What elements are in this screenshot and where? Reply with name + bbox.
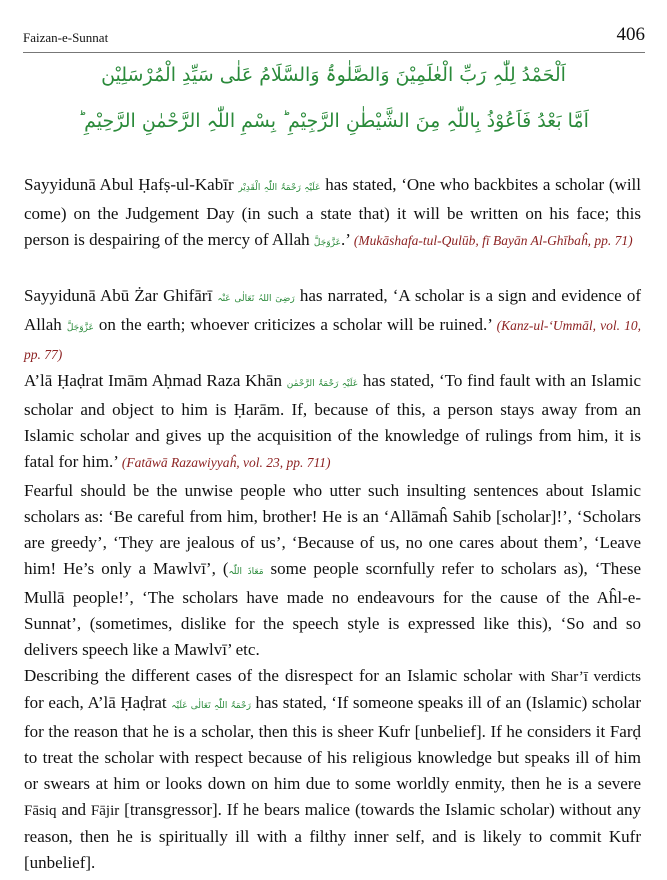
book-title: Faizan-e-Sunnat	[23, 30, 109, 45]
paragraph-text: Sayyidunā Abū Żar Ghifārī	[24, 286, 213, 305]
paragraph-scholar-sign	[24, 283, 641, 368]
arabic-praise-line: اَلْحَمْدُ لِلّٰہِ رَبِّ الْعٰلَمِیْنَ وَالصَّلٰوۃُ وَالسَّلَامُ عَلٰی سَیِّدِ الْمُرْسَلِیْن	[101, 64, 566, 86]
reference-citation: (Mukāshafa-tul-Qulūb, fī Bayān Al-Ghībaĥ, pp. 71)	[353, 233, 633, 248]
paragraph-text: .’	[340, 230, 351, 249]
paragraph-text: for each, A’lā Ḥaḍrat	[24, 693, 167, 712]
honorific-glyph: عَزَّوَجَلَّ	[66, 323, 94, 333]
paragraph-text: Fearful should be the unwise people who utter such insulting sentences about Islamic scholars as: ‘Be careful from him, brother! He is an ‘Allāmaĥ Sahib [scholar]!’, ‘Scholars are greedy’, ‘They are jealous of us’, ‘Because of us, no one cares about them’, ‘Leave him! He’s only a Mawlvī’, (	[24, 481, 641, 578]
paragraph-text: some people scornfully refer to scholars as), ‘These Mullā people!’, ‘The scholars have made no endeavours for the cause of the Aĥl-e-Sunnat’, (sometimes, dislike for the speech style is expressed like this), ‘So and so delivers speech like a Mawlvī’ etc.	[24, 559, 641, 659]
honorific-glyph: عَزَّوَجَلَّ	[313, 238, 341, 248]
paragraph-text: on the earth; whoever criticizes a scholar will be ruined.’	[98, 315, 492, 334]
paragraph-text: has stated, ‘To find fault with an Islamic scholar and object to him is Ḥarām. If, because of this, a person stays away from an Islamic scholar and gives up the acquisition of the knowledge of rulings from him, it is fatal for him.’	[24, 371, 642, 471]
paragraph-text: A’lā Ḥaḍrat Imām Aḥmad Raza Khān	[24, 371, 282, 390]
paragraph-insulting-sentences	[24, 478, 641, 663]
paragraph-text: [transgressor]. If he bears malice (towards the Islamic scholar) without any reason, then he is spiritually ill with a filthy inner self, and is likely to commit Kufr [unbelief].	[24, 800, 642, 872]
honorific-glyph: رَحْمَۃُ اللّٰہِ تَعَالٰی عَلَیْہ	[171, 701, 251, 711]
paragraph-text: has narrated, ‘A scholar is a sign and evidence of Allah	[24, 286, 642, 334]
paragraph-text: has stated, ‘One who backbites a scholar (will come) on the Judgement Day (in such a state that) it will be written on his face; this person is despairing of the mercy of Allah	[24, 175, 641, 249]
honorific-glyph: رَضِیَ اللہُ تَعَالٰی عَنْہ	[217, 294, 295, 304]
page-number: 406	[616, 24, 645, 45]
paragraph-text: Sayyidunā Abul Ḥafṣ-ul-Kabīr	[24, 175, 234, 194]
arabic-taawwuz-line: اَمَّا بَعْدُ فَاَعُوْذُ بِاللّٰہِ مِنَ الشَّیْطٰنِ الرَّجِیْمِ ؕ بِسْمِ اللّٰہِ الرَّحْمٰنِ الرَّحِیْمِ ؕ	[78, 110, 589, 132]
paragraph-text: has stated, ‘If someone speaks ill of an (Islamic) scholar for the reason that he is a scholar, then this is sheer Kufr [unbelief]. If he considers it Farḍ to treat the scholar with respect because of his religious knowledge but speaks ill of him or swears at him or looks down on him due to some worldly enmity, then he is a severe	[24, 693, 642, 793]
paragraph-backbiting-scholar	[24, 172, 641, 256]
paragraph-text: Fāsiq	[24, 803, 57, 819]
paragraph-cases-of-disrespect	[24, 663, 641, 876]
honorific-glyph: مَعَاذَ اللّٰہ	[228, 567, 264, 577]
honorific-glyph: عَلَیْہِ رَحْمَۃُ اللّٰہِ الْقَدِیْر	[238, 183, 321, 193]
reference-citation: (Kanz-ul-‘Ummāl, vol. 10, pp. 77)	[24, 318, 642, 362]
paragraph-text: Describing the different cases of the disrespect for an Islamic scholar	[24, 666, 513, 685]
honorific-glyph: عَلَیْہِ رَحْمَۃُ الرَّحْمٰن	[286, 379, 359, 389]
paragraph-fault-finding	[24, 368, 641, 476]
paragraph-text: with Shar’ī verdicts	[518, 669, 641, 685]
page-header	[23, 22, 645, 53]
paragraph-text: Fājir	[90, 803, 120, 819]
reference-citation: (Fatāwā Razawiyyaĥ, vol. 23, pp. 711)	[121, 455, 331, 470]
paragraph-text: and	[61, 800, 86, 819]
